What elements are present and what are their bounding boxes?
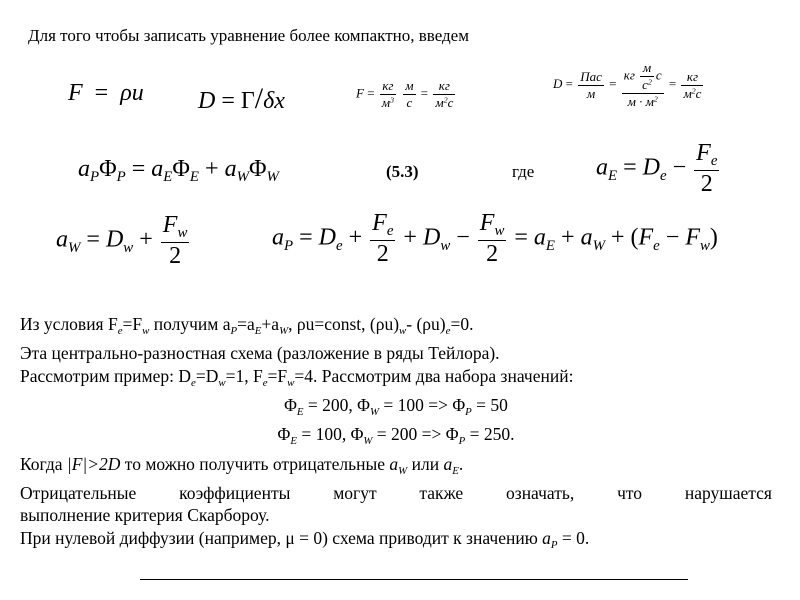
body-line-1: Из условия $F_e=F_w$ получим $a_P=a_E+a_W$, ρu=const, $(\rho u)_w-$ $(\rho u)_e=0$. xyxy=(20,314,474,337)
formula-main-equation: $a_P\Phi_P = a_E\Phi_E + a_W\Phi_W$ xyxy=(78,156,279,186)
body-line-3: Рассмотрим пример: $D_e=D_w=1$, $F_e=F_w=4$. Рассмотрим два набора значений: xyxy=(20,365,574,389)
intro-text: Для того чтобы записать уравнение более компактно, введем xyxy=(28,26,469,45)
equation-number: (5.3) xyxy=(386,162,419,181)
formula-F-rho-u: F = ρu xyxy=(68,80,144,106)
formula-aP: $a_P = D_e$ + $\frac{F_e}{2}$ + $D_w$ − $\frac{F_w}{2}$ = $a_E + a_W + (F_e - F_w)$ xyxy=(272,210,718,268)
where-label: где xyxy=(512,162,535,181)
body-line-9: При нулевой диффузии (например, μ = 0) схема приводит к значению $a_P = 0$. xyxy=(20,527,590,551)
body-line-5: $\Phi_E = 100$, $\Phi_W = 200 => \Phi_P = 250$. xyxy=(277,424,515,448)
body-line-7: Отрицательные коэффициенты могут также означать, что нарушается xyxy=(20,482,772,503)
body-line-6: Когда |F|>2D то можно получить отрицательные $a_W$ или $a_E$. xyxy=(20,453,464,477)
body-line-8: выполнение критерия Скарбороу. xyxy=(20,505,270,526)
formula-aE: $a_E = D_e$ − $\frac{F_e}{2}$ xyxy=(596,140,718,198)
formula-D-units: D = $\frac{\text{Пас}}{м}$ = кг $\frac{м}{с^2}$ с $м \cdot м^2$ = $\frac{кг}{м^2с}$ xyxy=(553,60,702,109)
formula-D-gamma-dx: D = Γ/δx xyxy=(198,82,285,115)
formula-aW: $a_W = D_w$ + $\frac{F_w}{2}$ xyxy=(56,212,188,270)
body-text xyxy=(20,313,772,556)
body-line-4: $\Phi_E = 200$, $\Phi_W = 100 => \Phi_P = 50$ xyxy=(284,395,508,418)
formula-F-units: F = $\frac{кг}{м^3}$ $\frac{м}{с}$ = $\frac{кг}{м^2с}$ xyxy=(356,78,454,110)
bottom-divider xyxy=(140,579,688,580)
body-line-2: Эта центрально-разностная схема (разложение в ряды Тейлора). xyxy=(20,343,500,364)
